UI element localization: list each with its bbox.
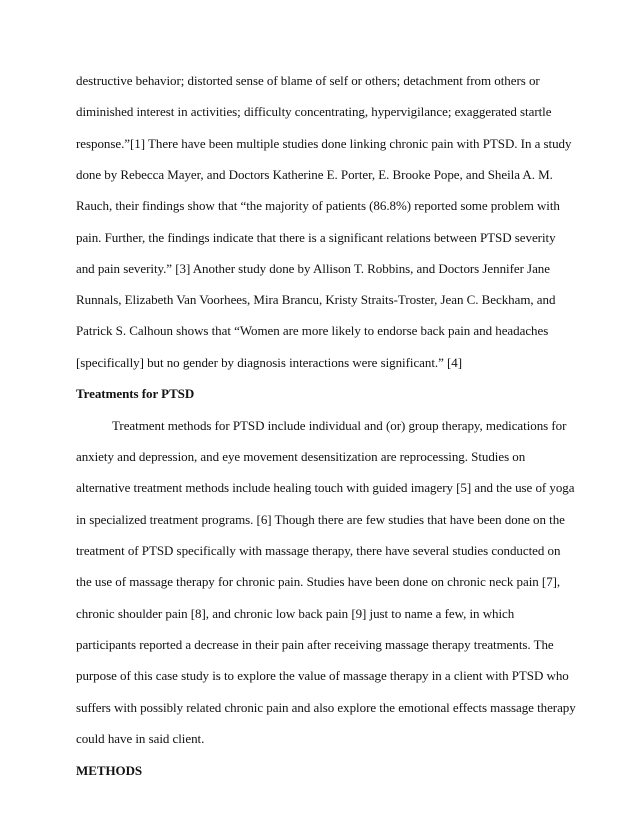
- paragraph-line: could have in said client.: [76, 731, 205, 746]
- paragraph-line: Runnals, Elizabeth Van Voorhees, Mira Brancu, Kristy Straits-Troster, Jean C. Beckham, and: [76, 292, 556, 307]
- paragraph-line: Patrick S. Calhoun shows that “Women are more likely to endorse back pain and headaches: [76, 323, 549, 338]
- paragraph-line: diminished interest in activities; difficulty concentrating, hypervigilance; exaggerated startle: [76, 104, 552, 119]
- paragraph-line: done by Rebecca Mayer, and Doctors Katherine E. Porter, E. Brooke Pope, and Sheila A. M.: [76, 167, 553, 182]
- paragraph-line: response.”[1] There have been multiple studies done linking chronic pain with PTSD. In a study: [76, 136, 572, 151]
- paragraph-line: alternative treatment methods include healing touch with guided imagery [5] and the use of yoga: [76, 480, 575, 495]
- paragraph-line: chronic shoulder pain [8], and chronic low back pain [9] just to name a few, in which: [76, 606, 515, 621]
- paragraph-line: suffers with possibly related chronic pain and also explore the emotional effects massage therapy: [76, 700, 576, 715]
- paragraph-line: treatment of PTSD specifically with massage therapy, there have several studies conducted on: [76, 543, 561, 558]
- paragraph-line: the use of massage therapy for chronic pain. Studies have been done on chronic neck pain [7],: [76, 574, 561, 589]
- paragraph-line: and pain severity.” [3] Another study done by Allison T. Robbins, and Doctors Jennifer Jane: [76, 261, 550, 276]
- paragraph-line: pain. Further, the findings indicate that there is a significant relations between PTSD severity: [76, 230, 556, 245]
- section-heading-methods: METHODS: [76, 763, 143, 778]
- paragraph-line: purpose of this case study is to explore the value of massage therapy in a client with PTSD who: [76, 668, 569, 683]
- paragraph-line: in specialized treatment programs. [6] Though there are few studies that have been done on the: [76, 512, 565, 527]
- paragraph-line: [specifically] but no gender by diagnosis interactions were significant.” [4]: [76, 355, 463, 370]
- paragraph-line: participants reported a decrease in their pain after receiving massage therapy treatments. The: [76, 637, 554, 652]
- paragraph-line: Rauch, their findings show that “the majority of patients (86.8%) reported some problem with: [76, 198, 560, 213]
- paragraph-line: Treatment methods for PTSD include individual and (or) group therapy, medications for: [112, 418, 567, 433]
- paragraph-line: destructive behavior; distorted sense of blame of self or others; detachment from others or: [76, 73, 540, 88]
- section-heading-treatments: Treatments for PTSD: [76, 386, 195, 401]
- paragraph-line: anxiety and depression, and eye movement desensitization are reprocessing. Studies on: [76, 449, 526, 464]
